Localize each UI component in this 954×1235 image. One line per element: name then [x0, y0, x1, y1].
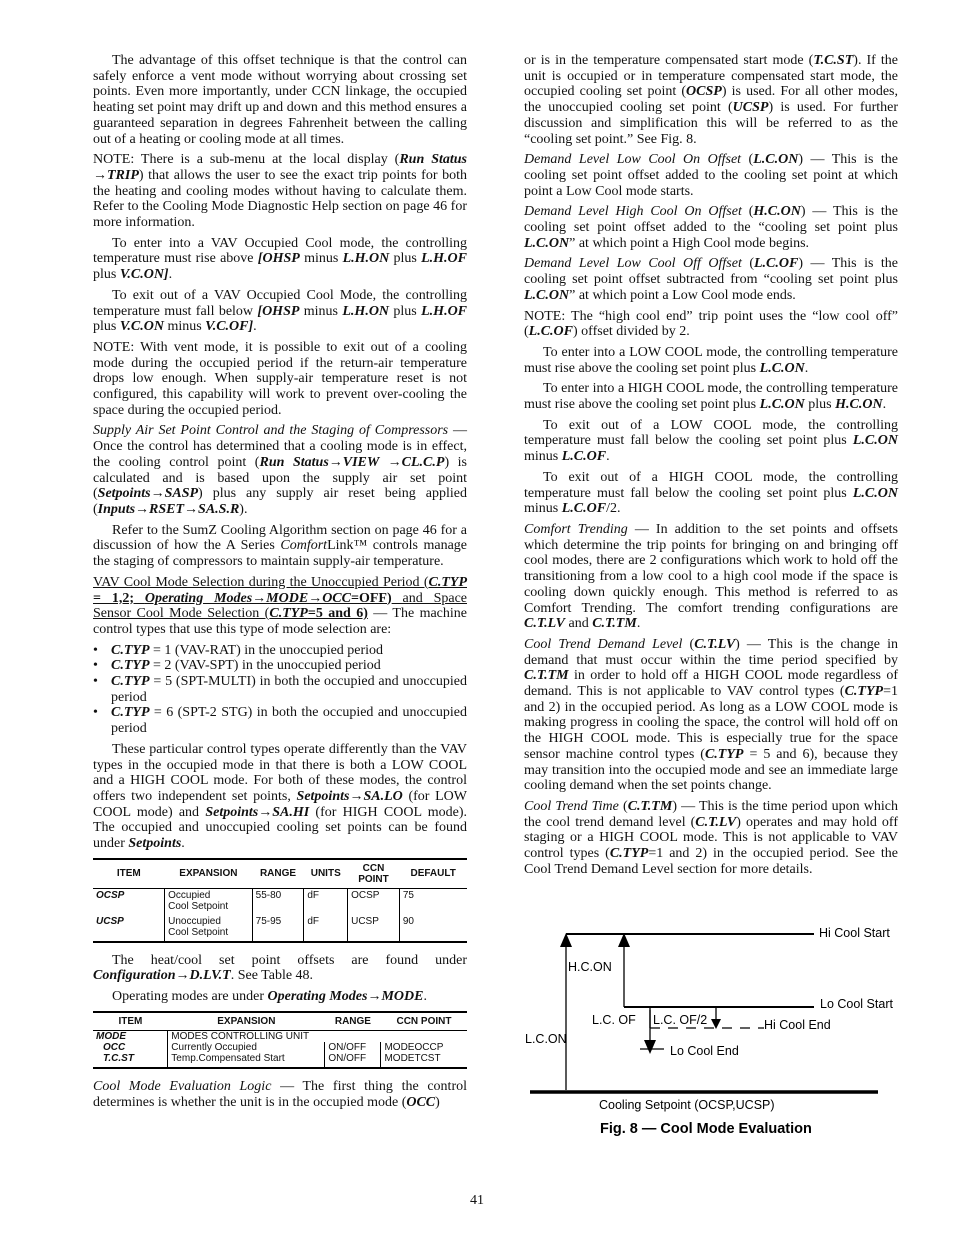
paragraph: or is in the temperature compensated start mode (T.C.ST). If the unit is occupied or in temperature compensated start mode, the occupied cooling set point (OCSP) is used. For all other modes, the unoccupied cooling set point (UCSP) is used. For further discussion and simplification this will be referred to as the “cooling set point.” See Fig. 8. — [524, 53, 899, 147]
note-high-cool-end: NOTE: The “high cool end” trip point uses the “low cool off” (L.C.OF) offset divided by 2. — [524, 308, 898, 340]
paragraph: To exit out of a VAV Occupied Cool Mode, the controlling temperature must fall below [OHSP minus L.H.ON plus L.H.OF plus V.C.ON minus V.C.OF]. — [93, 287, 468, 335]
paragraph: The advantage of this offset technique is that the control can safely enforce a vent mode without worrying about crossing set points. Even more importantly, under CCN linkage, the occupied heating set point may drift up and down and this method ensures a guaranteed separation in degrees Fahrenheit between the calling out of a heating or cooling mode at all times. — [93, 53, 467, 147]
paragraph: To enter into a VAV Occupied Cool mode, the controlling temperature must rise above [OHSP minus L.H.ON plus L.H.OF plus V.C.ON]. — [93, 235, 467, 283]
paragraph: To enter into a LOW COOL mode, the controlling temperature must rise above the cooling set point plus L.C.ON. — [524, 344, 898, 376]
table-header: ITEM — [93, 859, 165, 889]
table-header: CCN POINT — [381, 1012, 467, 1031]
table-header: DEFAULT — [399, 859, 467, 889]
table-header: UNITS — [304, 859, 348, 889]
paragraph: Refer to the SumZ Cooling Algorithm section on page 46 for a discussion of how the A Series ComfortLink™ controls manage the staging of compressors to maintain supply-air temperature. — [93, 522, 468, 570]
cool-mode-diagram — [520, 918, 900, 1143]
label-lo-cool-end: Lo Cool End — [670, 1044, 739, 1058]
label-lcof: L.C. OF — [592, 1013, 636, 1027]
definition-lcof: Demand Level Low Cool Off Offset (L.C.OF) — This is the cooling set point offset subtracted from “cooling set point plus L.C.ON” at which point a Low Cool mode ends. — [524, 256, 899, 303]
paragraph: To exit out of a HIGH COOL mode, the controlling temperature must fall below the cooling set point plus L.C.ON minus L.C.OF/2. — [524, 469, 898, 517]
right-column — [524, 53, 898, 882]
table-header: RANGE — [325, 1012, 381, 1031]
table-header: EXPANSION — [165, 859, 253, 889]
section-comfort-trending: Comfort Trending — In addition to the set points and offsets which determine the trip points for bringing on and bringing off cool modes, there are 2 configurations which work to hold off the transitioning from a low cool to a high cool mode if the space is cooling down quickly enough. This method is referred to as Comfort Trending. The comfort trending configurations are C.T.LV and C.T.TM. — [524, 521, 898, 632]
left-column — [93, 53, 467, 1115]
table-header: RANGE — [252, 859, 304, 889]
label-lo-cool-start: Lo Cool Start — [820, 997, 893, 1011]
paragraph: These particular control types operate differently than the VAV types in the occupied mode in that there is both a LOW COOL and a HIGH COOL mode. For both of these modes, the control offers two independent set points, Setpoints→SA.LO (for LOW COOL mode) and Setpoints→SA.HI (for HIGH COOL mode). The occupied and unoccupied cooling set points can be found under Setpoints. — [93, 741, 467, 852]
arrow-up-icon — [618, 933, 630, 947]
table-row: UCSP Unoccupied Cool Setpoint 75-95 dF UCSP 90 — [93, 915, 467, 942]
section-cool-trend-time: Cool Trend Time (C.T.TM) — This is the time period upon which the cool trend demand level (C.T.LV) operates and may hold off staging or a HIGH COOL mode. This is not applicable to VAV control types (C.TYP=1 and 2) in the occupied period. See the Cool Trend Demand Level section for more details. — [524, 798, 898, 877]
paragraph: To exit out of a LOW COOL mode, the controlling temperature must fall below the cooling set point plus L.C.ON minus L.C.OF. — [524, 417, 898, 465]
paragraph: To enter into a HIGH COOL mode, the controlling temperature must rise above the cooling set point plus L.C.ON plus H.C.ON. — [524, 381, 898, 413]
definition-hcon: Demand Level High Cool On Offset (H.C.ON) — This is the cooling set point offset added to the “cooling set point plus L.C.ON” at which point a High Cool mode begins. — [524, 204, 898, 251]
label-hi-cool-start: Hi Cool Start — [819, 926, 890, 940]
setpoint-table — [93, 858, 467, 943]
paragraph: Operating modes are under Operating Modes→MODE. — [112, 989, 427, 1005]
table-row: T.C.ST Temp.Compensated Start ON/OFF MODETCST — [93, 1053, 467, 1068]
diagram-svg — [520, 918, 900, 1143]
list-item: • C.TYP = 2 (VAV-SPT) in the unoccupied period — [93, 658, 467, 674]
table-row: MODE MODES CONTROLLING UNIT — [93, 1030, 467, 1042]
table-header: EXPANSION — [168, 1012, 325, 1031]
list-item: • C.TYP = 1 (VAV-RAT) in the unoccupied period — [93, 643, 467, 659]
arrow-down-icon — [644, 1040, 656, 1054]
label-lcon: L.C.ON — [525, 1032, 567, 1046]
section-title: Cool Mode Evaluation Logic — [93, 1078, 272, 1094]
definition-lcon: Demand Level Low Cool On Offset (L.C.ON) — This is the cooling set point offset added to the cooling set point at which point a Low Cool mode starts. — [524, 152, 899, 199]
section-cool-mode-evaluation: Cool Mode Evaluation Logic — The first thing the control determines is whether the unit is in the occupied mode (OCC) — [93, 1078, 467, 1110]
table-header: CCN POINT — [348, 859, 400, 889]
note-vent-mode: NOTE: With vent mode, it is possible to exit out of a cooling mode during the occupied period if the return-air temperature drops low enough. When supply-air temperature reset is not configured, this capability will work to prevent over-cooling the space during the occupied period. — [93, 339, 467, 418]
section-title: Supply Air Set Point Control and the Staging of Compressors — [93, 423, 449, 439]
label-hi-cool-end: Hi Cool End — [764, 1018, 831, 1032]
section-supply-air: Supply Air Set Point Control and the Staging of Compressors — Once the control has determined that a cooling mode is in effect, the cooling control point (Run Status→VIEW →CL.C.P) is calculated and is based upon the supply air set point (Setpoints→SASP) plus any supply air reset being applied (Inputs→RSET→SA.S.R). — [93, 423, 468, 517]
arrow-up-icon — [560, 933, 572, 947]
list-item: • C.TYP = 5 (SPT-MULTI) in both the occupied and unoccupied period — [93, 674, 467, 705]
note-trip-submenu: NOTE: There is a sub-menu at the local display (Run Status →TRIP) that allows the user to see the exact trip points for both the heating and cooling modes without having to calculate them. Refer to the Cooling Mode Diagnostic Help section on page 46 for more information. — [93, 152, 467, 231]
list-item: • C.TYP = 6 (SPT-2 STG) in both the occupied and unoccupied period — [93, 705, 467, 736]
table-row: OCSP Occupied Cool Setpoint 55-80 dF OCSP 75 — [93, 888, 467, 915]
operating-modes-table — [93, 1011, 467, 1069]
control-type-list — [93, 643, 467, 737]
label-setpoint: Cooling Setpoint (OCSP,UCSP) — [599, 1098, 775, 1112]
page-number: 41 — [470, 1193, 484, 1208]
table-row: OCC Currently Occupied ON/OFF MODEOCCP — [93, 1042, 467, 1053]
paragraph: The heat/cool set point offsets are found under Configuration→D.LV.T. See Table 48. — [93, 952, 467, 984]
section-vav-cool-mode: VAV Cool Mode Selection during the Unoccupied Period (C.TYP = 1,2; Operating Modes→MODE→OCC=OFF) and Space Sensor Cool Mode Selection (C.TYP=5 and 6) — The machine control types that use this type of mode selection are: — [93, 574, 468, 637]
label-hcon: H.C.ON — [568, 960, 612, 974]
table-header: ITEM — [93, 1012, 168, 1031]
figure-caption: Fig. 8 — Cool Mode Evaluation — [600, 1121, 812, 1137]
label-lcof2: L.C. OF/2 — [653, 1013, 708, 1027]
section-cool-trend-demand: Cool Trend Demand Level (C.T.LV) — This is the change in demand that must occur within the time period specified by C.T.TM in order to hold off a HIGH COOL mode regardless of demand. This is not applicable to VAV control types (C.TYP=1 and 2) in the occupied period. As long as a LOW COOL mode is making progress in cooling the space, the control will hold off on the HIGH COOL mode. This is especially true for the space sensor machine control types (C.TYP = 5 and 6), because they may transition into the occupied mode and see an immediate large cooling demand when the set points change. — [524, 636, 898, 794]
